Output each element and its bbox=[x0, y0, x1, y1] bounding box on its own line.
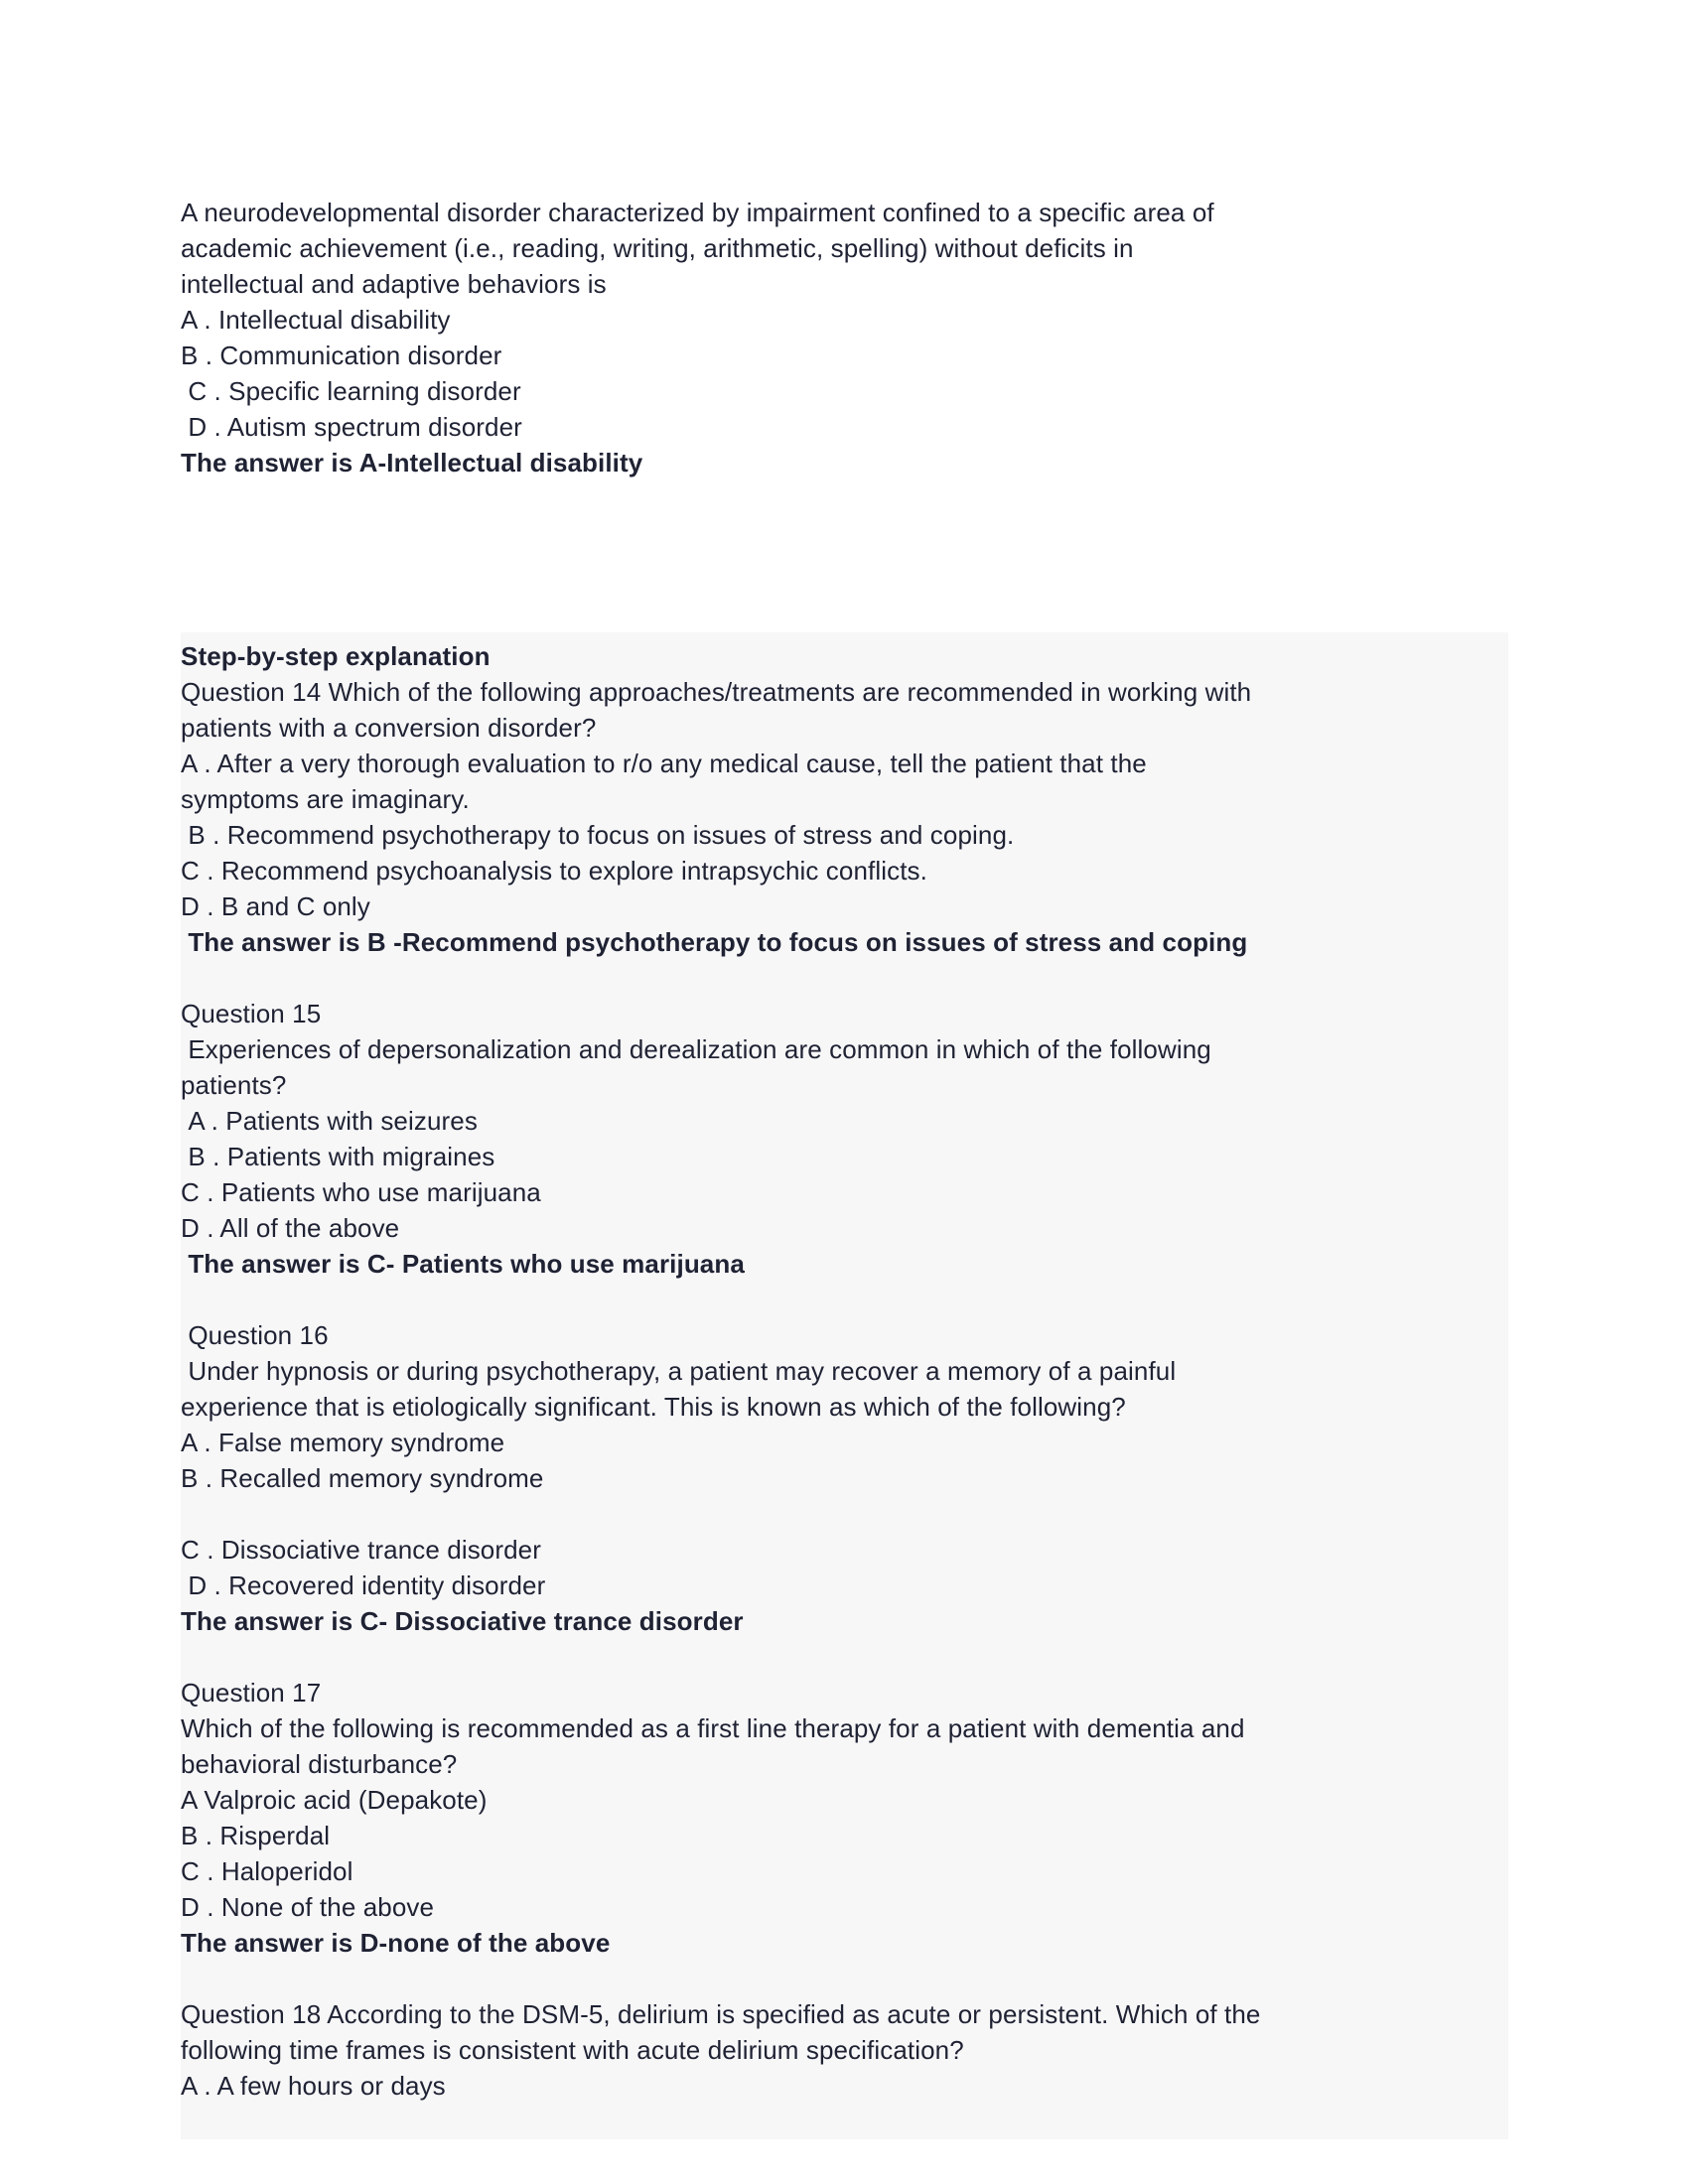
q17-option-b: B . Risperdal bbox=[181, 1821, 331, 1850]
q16-option-d: D . Recovered identity disorder bbox=[181, 1570, 546, 1600]
q16-answer: The answer is C- Dissociative trance disorder bbox=[181, 1606, 744, 1636]
q17-stem-line-1: Which of the following is recommended as a first line therapy for a patient with dementia and bbox=[181, 1713, 1245, 1743]
q14-option-a-line-1: A . After a very thorough evaluation to r/o any medical cause, tell the patient that the bbox=[181, 749, 1147, 778]
q15-option-c: C . Patients who use marijuana bbox=[181, 1177, 541, 1207]
spacer-after-q15 bbox=[181, 1282, 1508, 1317]
q15-stem-line-2: patients? bbox=[181, 1070, 287, 1100]
q17-option-d: D . None of the above bbox=[181, 1892, 435, 1922]
spacer-inside-q16 bbox=[181, 1496, 1508, 1532]
q15-option-a: A . Patients with seizures bbox=[181, 1106, 478, 1136]
q16-option-c: C . Dissociative trance disorder bbox=[181, 1535, 541, 1565]
q15-stem-line-1: Experiences of depersonalization and derealization are common in which of the following bbox=[181, 1034, 1211, 1064]
intro-option-d: D . Autism spectrum disorder bbox=[181, 412, 522, 442]
q17-option-c: C . Haloperidol bbox=[181, 1856, 353, 1886]
intro-stem-line-3: intellectual and adaptive behaviors is bbox=[181, 269, 607, 299]
q15-option-d: D . All of the above bbox=[181, 1213, 400, 1243]
spacer-after-q14 bbox=[181, 960, 1508, 996]
q16-option-b: B . Recalled memory syndrome bbox=[181, 1463, 544, 1493]
q16-option-a: A . False memory syndrome bbox=[181, 1428, 505, 1457]
q14-answer: The answer is B -Recommend psychotherapy to focus on issues of stress and coping bbox=[181, 927, 1248, 957]
q17-answer: The answer is D-none of the above bbox=[181, 1928, 611, 1958]
q15-number: Question 15 bbox=[181, 999, 322, 1028]
q14-option-b: B . Recommend psychotherapy to focus on issues of stress and coping. bbox=[181, 820, 1015, 850]
q16-stem-line-1: Under hypnosis or during psychotherapy, a patient may recover a memory of a painful bbox=[181, 1356, 1177, 1386]
q17-option-a: A Valproic acid (Depakote) bbox=[181, 1785, 488, 1815]
intro-option-b: B . Communication disorder bbox=[181, 341, 502, 370]
explanation-heading: Step-by-step explanation bbox=[181, 641, 491, 671]
intro-option-a: A . Intellectual disability bbox=[181, 305, 451, 335]
q14-option-d: D . B and C only bbox=[181, 891, 370, 921]
q15-answer: The answer is C- Patients who use marijuana bbox=[181, 1249, 745, 1279]
q18-stem-line-2: following time frames is consistent with acute delirium specification? bbox=[181, 2035, 964, 2065]
q14-stem-line-2: patients with a conversion disorder? bbox=[181, 713, 597, 743]
intro-stem-line-2: academic achievement (i.e., reading, writing, arithmetic, spelling) without deficits in bbox=[181, 233, 1134, 263]
step-by-step-explanation-block bbox=[181, 632, 1508, 2139]
q18-stem-line-1: Question 18 According to the DSM-5, delirium is specified as acute or persistent. Which of the bbox=[181, 1999, 1261, 2029]
intro-stem-line-1: A neurodevelopmental disorder characterized by impairment confined to a specific area of bbox=[181, 198, 1214, 227]
q18-option-a: A . A few hours or days bbox=[181, 2071, 446, 2101]
q14-option-c: C . Recommend psychoanalysis to explore intrapsychic conflicts. bbox=[181, 856, 927, 886]
q16-number: Question 16 bbox=[181, 1320, 329, 1350]
intro-option-c: C . Specific learning disorder bbox=[181, 376, 521, 406]
q17-number: Question 17 bbox=[181, 1678, 322, 1707]
intro-question-block bbox=[181, 195, 1472, 480]
q14-option-a-line-2: symptoms are imaginary. bbox=[181, 784, 470, 814]
q15-option-b: B . Patients with migraines bbox=[181, 1142, 495, 1171]
spacer-after-q16 bbox=[181, 1639, 1508, 1675]
q16-stem-line-2: experience that is etiologically significant. This is known as which of the following? bbox=[181, 1392, 1126, 1422]
q17-stem-line-2: behavioral disturbance? bbox=[181, 1749, 458, 1779]
spacer-after-q17 bbox=[181, 1961, 1508, 1996]
q14-stem-line-1: Question 14 Which of the following approaches/treatments are recommended in working with bbox=[181, 677, 1252, 707]
intro-answer: The answer is A-Intellectual disability bbox=[181, 448, 643, 478]
